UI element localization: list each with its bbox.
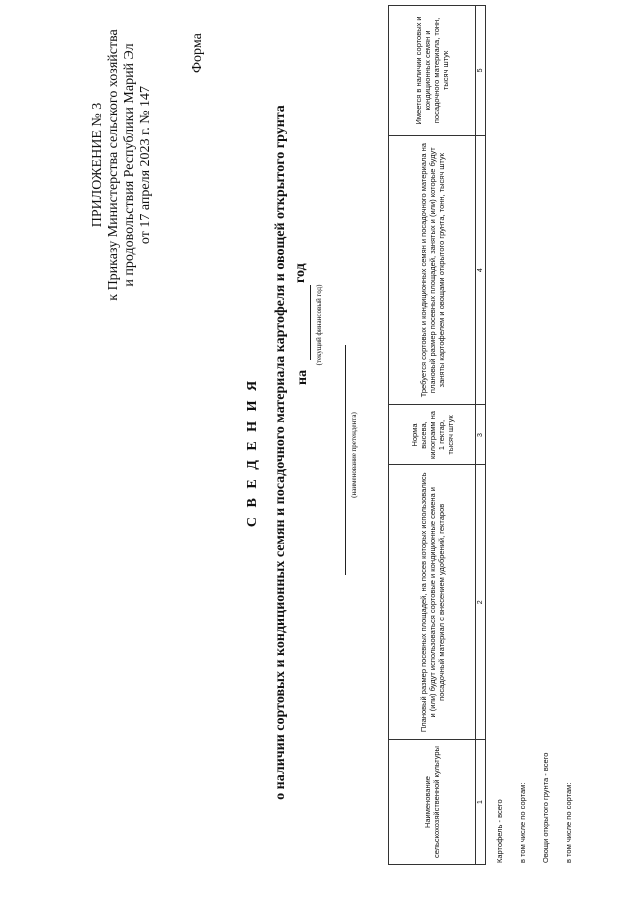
column-number: 4 (476, 135, 486, 405)
row-potato-total: Картофель - всего (495, 799, 504, 863)
god-label: год (293, 263, 308, 283)
appendix-number: ПРИЛОЖЕНИЕ № 3 (90, 102, 105, 228)
header-crop: Наименование сельскохозяйственной культуры (389, 740, 476, 865)
row-potato-varieties: в том числе по сортам: (518, 782, 527, 863)
org-caption: (наименование претендента) (350, 412, 358, 498)
seed-table (388, 5, 486, 865)
year-caption: (текущий финансовый год) (315, 284, 323, 366)
table-header-row (389, 6, 476, 865)
header-planned-area: Плановый размер посевных площадей, на посев которых использовались и (или) будут использоваться сортовые и кондиционные семена и посадочный материал с внесением удобрений, гектаров (389, 465, 476, 740)
form-label: Форма (190, 33, 205, 73)
column-number: 1 (476, 740, 486, 865)
row-vegetables-varieties: в том числе по сортам: (564, 782, 573, 863)
appendix-date-line: от 17 апреля 2023 г. № 147 (138, 85, 153, 245)
appendix-ministry-line: и продовольствия Республики Марий Эл (122, 43, 137, 287)
appendix-block (90, 15, 154, 315)
table-number-row (476, 6, 486, 865)
header-available-seeds: Имеется в наличии сортовых и кондиционных семян и посадочного материала, тонн, тысяч штук (389, 6, 476, 136)
document-heading: С В Е Д Е Н И Я (245, 377, 260, 528)
year-field-line (310, 285, 311, 360)
header-required-seeds: Требуется сортовых и кондиционных семян и посадочного материала на плановый размер посевных площадей, занятых и (или) которые будут заняты картофелем и овощами открытого грунта, тонн, тысяч штук (389, 135, 476, 405)
column-number: 3 (476, 405, 486, 465)
header-seeding-rate: Норма высева, килограмм на 1 гектар, тысяч штук (389, 405, 476, 465)
appendix-order-line: к Приказу Министерства сельского хозяйства (106, 29, 121, 301)
column-number: 2 (476, 465, 486, 740)
na-label: на (295, 369, 310, 385)
column-number: 5 (476, 6, 486, 136)
row-vegetables-total: Овощи открытого грунта - всего (541, 752, 550, 863)
document-subtitle: о наличии сортовых и кондиционных семян и посадочного материала картофеля и овощей открытого грунта (273, 105, 288, 800)
org-field-line (345, 345, 346, 575)
